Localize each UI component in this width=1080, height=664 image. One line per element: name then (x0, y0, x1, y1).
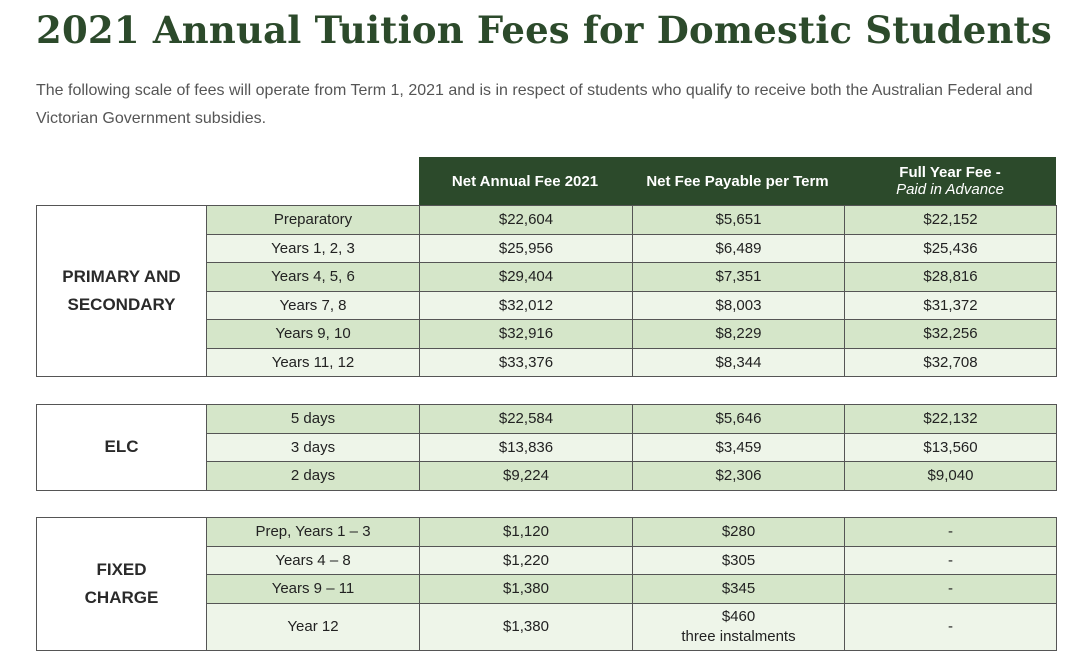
net-annual-fee-cell: $32,012 (420, 292, 633, 321)
header-net-annual-fee: Net Annual Fee 2021 (451, 172, 599, 190)
per-term-fee-cell: $3,459 (633, 434, 845, 463)
per-term-fee-cell: $6,489 (633, 235, 845, 264)
per-term-note: three instalments (681, 627, 796, 645)
fee-group-fixed-charge (36, 517, 1057, 651)
category-label: PRIMARY AND SECONDARY (37, 206, 207, 377)
net-annual-fee-cell: $1,220 (420, 547, 633, 576)
fee-group-primary-secondary (36, 205, 1057, 377)
header-paid-in-advance: Paid in Advance (896, 181, 1004, 198)
net-annual-fee-cell: $22,584 (420, 405, 633, 434)
full-year-fee-cell: $28,816 (845, 263, 1057, 292)
per-term-fee-cell: $5,651 (633, 206, 845, 235)
net-annual-fee-cell: $9,224 (420, 462, 633, 491)
level-cell: Years 4 – 8 (207, 547, 420, 576)
per-term-fee-cell: $7,351 (633, 263, 845, 292)
per-term-fee-cell: $8,344 (633, 349, 845, 378)
header-full-year-fee: Full Year Fee - Paid in Advance (896, 164, 1004, 198)
level-cell: 2 days (207, 462, 420, 491)
full-year-fee-cell: $31,372 (845, 292, 1057, 321)
level-cell: Year 12 (207, 604, 420, 651)
level-cell: Years 9, 10 (207, 320, 420, 349)
full-year-fee-cell: $13,560 (845, 434, 1057, 463)
full-year-fee-cell: - (845, 518, 1057, 547)
full-year-fee-cell: $32,708 (845, 349, 1057, 378)
full-year-fee-cell: $22,152 (845, 206, 1057, 235)
full-year-fee-cell: - (845, 604, 1057, 651)
net-annual-fee-cell: $32,916 (420, 320, 633, 349)
full-year-fee-cell: - (845, 547, 1057, 576)
per-term-fee-cell: $2,306 (633, 462, 845, 491)
full-year-fee-cell: $32,256 (845, 320, 1057, 349)
level-cell: Years 7, 8 (207, 292, 420, 321)
category-label: ELC (37, 405, 207, 491)
net-annual-fee-cell: $13,836 (420, 434, 633, 463)
full-year-fee-cell: - (845, 575, 1057, 604)
level-cell: Years 11, 12 (207, 349, 420, 378)
net-annual-fee-cell: $1,380 (420, 575, 633, 604)
per-term-fee-cell: $305 (633, 547, 845, 576)
level-cell: Years 4, 5, 6 (207, 263, 420, 292)
per-term-fee-cell: $280 (633, 518, 845, 547)
category-label: FIXED CHARGE (37, 518, 207, 651)
net-annual-fee-cell: $25,956 (420, 235, 633, 264)
net-annual-fee-cell: $29,404 (420, 263, 633, 292)
per-term-fee-cell: $8,003 (633, 292, 845, 321)
per-term-fee-cell: $5,646 (633, 405, 845, 434)
net-annual-fee-cell: $1,380 (420, 604, 633, 651)
per-term-fee-cell: $460 three instalments (633, 604, 845, 651)
header-net-fee-per-term: Net Fee Payable per Term (646, 172, 829, 190)
level-cell: Prep, Years 1 – 3 (207, 518, 420, 547)
level-cell: Preparatory (207, 206, 420, 235)
level-cell: 5 days (207, 405, 420, 434)
level-cell: Years 9 – 11 (207, 575, 420, 604)
fee-group-elc (36, 404, 1057, 491)
net-annual-fee-cell: $33,376 (420, 349, 633, 378)
level-cell: 3 days (207, 434, 420, 463)
level-cell: Years 1, 2, 3 (207, 235, 420, 264)
page-title: 2021 Annual Tuition Fees for Domestic Students (36, 8, 1052, 52)
full-year-fee-cell: $9,040 (845, 462, 1057, 491)
net-annual-fee-cell: $22,604 (420, 206, 633, 235)
net-annual-fee-cell: $1,120 (420, 518, 633, 547)
intro-text: The following scale of fees will operate from Term 1, 2021 and is in respect of students who qualify to receive both the Australian Federal and Victorian Government subsidies. (36, 82, 1033, 127)
full-year-fee-cell: $22,132 (845, 405, 1057, 434)
per-term-fee-cell: $8,229 (633, 320, 845, 349)
table-header (419, 157, 1056, 205)
per-term-fee-cell: $345 (633, 575, 845, 604)
full-year-fee-cell: $25,436 (845, 235, 1057, 264)
